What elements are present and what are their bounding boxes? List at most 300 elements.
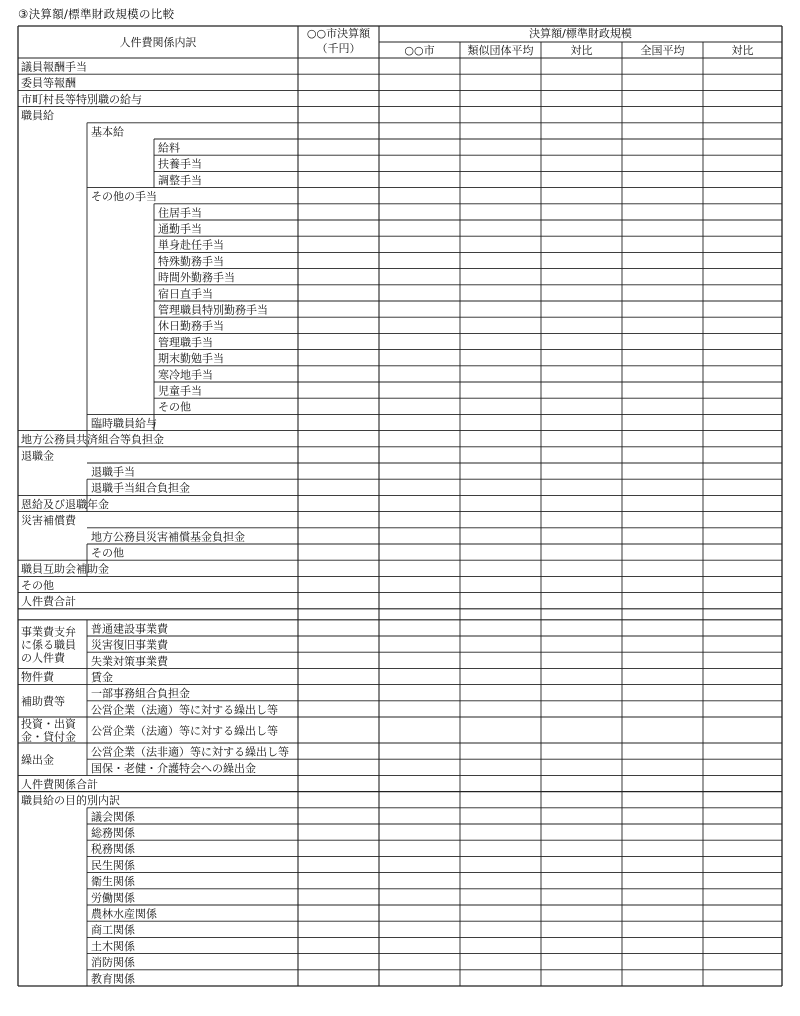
data-cell[interactable] — [460, 285, 541, 301]
data-cell[interactable] — [460, 90, 541, 106]
data-cell[interactable] — [298, 301, 379, 317]
data-cell[interactable] — [622, 269, 703, 285]
data-cell[interactable] — [298, 90, 379, 106]
data-cell[interactable] — [541, 743, 622, 759]
data-cell[interactable] — [460, 544, 541, 560]
data-cell[interactable] — [379, 139, 460, 155]
data-cell[interactable] — [379, 285, 460, 301]
data-cell[interactable] — [379, 204, 460, 220]
data-cell[interactable] — [703, 609, 782, 620]
data-cell[interactable] — [622, 301, 703, 317]
data-cell[interactable] — [298, 479, 379, 495]
data-cell[interactable] — [622, 609, 703, 620]
data-cell[interactable] — [460, 921, 541, 937]
data-cell[interactable] — [703, 576, 782, 592]
data-cell[interactable] — [541, 824, 622, 840]
data-cell[interactable] — [541, 155, 622, 171]
data-cell[interactable] — [541, 350, 622, 366]
data-cell[interactable] — [703, 668, 782, 684]
data-cell[interactable] — [622, 576, 703, 592]
data-cell[interactable] — [622, 414, 703, 430]
data-cell[interactable] — [379, 495, 460, 511]
data-cell[interactable] — [460, 775, 541, 791]
data-cell[interactable] — [298, 856, 379, 872]
data-cell[interactable] — [541, 856, 622, 872]
data-cell[interactable] — [622, 824, 703, 840]
data-cell[interactable] — [379, 652, 460, 668]
data-cell[interactable] — [622, 107, 703, 123]
data-cell[interactable] — [622, 366, 703, 382]
data-cell[interactable] — [379, 759, 460, 775]
data-cell[interactable] — [703, 824, 782, 840]
data-cell[interactable] — [379, 252, 460, 268]
data-cell[interactable] — [460, 528, 541, 544]
data-cell[interactable] — [703, 350, 782, 366]
data-cell[interactable] — [622, 652, 703, 668]
data-cell[interactable] — [379, 447, 460, 463]
data-cell[interactable] — [298, 937, 379, 953]
data-cell[interactable] — [379, 921, 460, 937]
data-cell[interactable] — [703, 220, 782, 236]
data-cell[interactable] — [541, 123, 622, 139]
data-cell[interactable] — [703, 759, 782, 775]
data-cell[interactable] — [703, 252, 782, 268]
data-cell[interactable] — [298, 317, 379, 333]
data-cell[interactable] — [541, 495, 622, 511]
data-cell[interactable] — [298, 463, 379, 479]
data-cell[interactable] — [298, 840, 379, 856]
data-cell[interactable] — [298, 382, 379, 398]
data-cell[interactable] — [541, 792, 622, 808]
data-cell[interactable] — [541, 905, 622, 921]
data-cell[interactable] — [460, 236, 541, 252]
data-cell[interactable] — [298, 701, 379, 717]
data-cell[interactable] — [298, 576, 379, 592]
data-cell[interactable] — [379, 414, 460, 430]
data-cell[interactable] — [541, 808, 622, 824]
data-cell[interactable] — [541, 873, 622, 889]
data-cell[interactable] — [460, 824, 541, 840]
data-cell[interactable] — [298, 74, 379, 90]
data-cell[interactable] — [541, 889, 622, 905]
data-cell[interactable] — [379, 220, 460, 236]
data-cell[interactable] — [379, 970, 460, 986]
data-cell[interactable] — [622, 954, 703, 970]
data-cell[interactable] — [298, 873, 379, 889]
data-cell[interactable] — [379, 701, 460, 717]
data-cell[interactable] — [379, 840, 460, 856]
data-cell[interactable] — [379, 620, 460, 636]
data-cell[interactable] — [460, 301, 541, 317]
data-cell[interactable] — [460, 333, 541, 349]
data-cell[interactable] — [622, 512, 703, 528]
data-cell[interactable] — [298, 204, 379, 220]
data-cell[interactable] — [460, 463, 541, 479]
data-cell[interactable] — [298, 431, 379, 447]
data-cell[interactable] — [703, 620, 782, 636]
data-cell[interactable] — [703, 333, 782, 349]
data-cell[interactable] — [541, 528, 622, 544]
data-cell[interactable] — [703, 285, 782, 301]
data-cell[interactable] — [298, 269, 379, 285]
data-cell[interactable] — [541, 58, 622, 74]
data-cell[interactable] — [703, 495, 782, 511]
data-cell[interactable] — [379, 188, 460, 204]
data-cell[interactable] — [703, 701, 782, 717]
data-cell[interactable] — [460, 593, 541, 609]
data-cell[interactable] — [298, 970, 379, 986]
data-cell[interactable] — [622, 188, 703, 204]
data-cell[interactable] — [703, 954, 782, 970]
data-cell[interactable] — [622, 620, 703, 636]
data-cell[interactable] — [703, 188, 782, 204]
data-cell[interactable] — [298, 155, 379, 171]
data-cell[interactable] — [460, 759, 541, 775]
data-cell[interactable] — [379, 560, 460, 576]
data-cell[interactable] — [460, 512, 541, 528]
data-cell[interactable] — [460, 792, 541, 808]
data-cell[interactable] — [703, 366, 782, 382]
data-cell[interactable] — [541, 636, 622, 652]
data-cell[interactable] — [541, 970, 622, 986]
data-cell[interactable] — [622, 236, 703, 252]
data-cell[interactable] — [703, 685, 782, 701]
data-cell[interactable] — [298, 107, 379, 123]
data-cell[interactable] — [622, 668, 703, 684]
data-cell[interactable] — [703, 155, 782, 171]
data-cell[interactable] — [541, 74, 622, 90]
data-cell[interactable] — [541, 576, 622, 592]
data-cell[interactable] — [298, 414, 379, 430]
data-cell[interactable] — [298, 620, 379, 636]
data-cell[interactable] — [298, 717, 379, 743]
data-cell[interactable] — [541, 333, 622, 349]
data-cell[interactable] — [703, 970, 782, 986]
data-cell[interactable] — [622, 636, 703, 652]
data-cell[interactable] — [460, 954, 541, 970]
data-cell[interactable] — [379, 107, 460, 123]
data-cell[interactable] — [379, 824, 460, 840]
data-cell[interactable] — [703, 58, 782, 74]
data-cell[interactable] — [541, 220, 622, 236]
data-cell[interactable] — [460, 414, 541, 430]
data-cell[interactable] — [622, 155, 703, 171]
data-cell[interactable] — [379, 74, 460, 90]
data-cell[interactable] — [460, 609, 541, 620]
data-cell[interactable] — [460, 495, 541, 511]
data-cell[interactable] — [379, 155, 460, 171]
data-cell[interactable] — [298, 236, 379, 252]
data-cell[interactable] — [460, 576, 541, 592]
data-cell[interactable] — [622, 171, 703, 187]
data-cell[interactable] — [298, 775, 379, 791]
data-cell[interactable] — [460, 204, 541, 220]
data-cell[interactable] — [460, 668, 541, 684]
data-cell[interactable] — [460, 398, 541, 414]
data-cell[interactable] — [541, 652, 622, 668]
data-cell[interactable] — [622, 90, 703, 106]
data-cell[interactable] — [622, 123, 703, 139]
data-cell[interactable] — [460, 317, 541, 333]
data-cell[interactable] — [298, 123, 379, 139]
data-cell[interactable] — [703, 873, 782, 889]
data-cell[interactable] — [541, 366, 622, 382]
data-cell[interactable] — [298, 808, 379, 824]
data-cell[interactable] — [703, 74, 782, 90]
data-cell[interactable] — [298, 285, 379, 301]
data-cell[interactable] — [298, 609, 379, 620]
data-cell[interactable] — [622, 479, 703, 495]
data-cell[interactable] — [460, 905, 541, 921]
data-cell[interactable] — [703, 171, 782, 187]
data-cell[interactable] — [703, 431, 782, 447]
data-cell[interactable] — [460, 123, 541, 139]
data-cell[interactable] — [622, 204, 703, 220]
data-cell[interactable] — [379, 463, 460, 479]
data-cell[interactable] — [541, 685, 622, 701]
data-cell[interactable] — [460, 269, 541, 285]
data-cell[interactable] — [379, 954, 460, 970]
data-cell[interactable] — [622, 873, 703, 889]
data-cell[interactable] — [379, 544, 460, 560]
data-cell[interactable] — [379, 479, 460, 495]
data-cell[interactable] — [379, 269, 460, 285]
data-cell[interactable] — [703, 301, 782, 317]
data-cell[interactable] — [703, 90, 782, 106]
data-cell[interactable] — [622, 398, 703, 414]
data-cell[interactable] — [460, 652, 541, 668]
data-cell[interactable] — [541, 840, 622, 856]
data-cell[interactable] — [622, 856, 703, 872]
data-cell[interactable] — [622, 139, 703, 155]
data-cell[interactable] — [622, 593, 703, 609]
data-cell[interactable] — [379, 873, 460, 889]
data-cell[interactable] — [379, 609, 460, 620]
data-cell[interactable] — [622, 840, 703, 856]
data-cell[interactable] — [541, 301, 622, 317]
data-cell[interactable] — [703, 775, 782, 791]
data-cell[interactable] — [703, 204, 782, 220]
data-cell[interactable] — [622, 921, 703, 937]
data-cell[interactable] — [622, 759, 703, 775]
data-cell[interactable] — [703, 636, 782, 652]
data-cell[interactable] — [703, 382, 782, 398]
data-cell[interactable] — [460, 107, 541, 123]
data-cell[interactable] — [541, 382, 622, 398]
data-cell[interactable] — [622, 937, 703, 953]
data-cell[interactable] — [703, 905, 782, 921]
data-cell[interactable] — [298, 921, 379, 937]
data-cell[interactable] — [460, 620, 541, 636]
data-cell[interactable] — [298, 528, 379, 544]
data-cell[interactable] — [460, 431, 541, 447]
data-cell[interactable] — [460, 873, 541, 889]
data-cell[interactable] — [298, 171, 379, 187]
data-cell[interactable] — [379, 576, 460, 592]
data-cell[interactable] — [703, 528, 782, 544]
data-cell[interactable] — [622, 685, 703, 701]
data-cell[interactable] — [460, 447, 541, 463]
data-cell[interactable] — [541, 921, 622, 937]
data-cell[interactable] — [460, 840, 541, 856]
data-cell[interactable] — [298, 447, 379, 463]
data-cell[interactable] — [298, 366, 379, 382]
data-cell[interactable] — [298, 593, 379, 609]
data-cell[interactable] — [460, 856, 541, 872]
data-cell[interactable] — [541, 954, 622, 970]
data-cell[interactable] — [379, 937, 460, 953]
data-cell[interactable] — [379, 717, 460, 743]
data-cell[interactable] — [541, 701, 622, 717]
data-cell[interactable] — [541, 668, 622, 684]
data-cell[interactable] — [379, 889, 460, 905]
data-cell[interactable] — [298, 495, 379, 511]
data-cell[interactable] — [460, 58, 541, 74]
data-cell[interactable] — [379, 528, 460, 544]
data-cell[interactable] — [379, 333, 460, 349]
data-cell[interactable] — [703, 479, 782, 495]
data-cell[interactable] — [379, 512, 460, 528]
data-cell[interactable] — [541, 759, 622, 775]
data-cell[interactable] — [298, 350, 379, 366]
data-cell[interactable] — [460, 350, 541, 366]
data-cell[interactable] — [298, 685, 379, 701]
data-cell[interactable] — [298, 512, 379, 528]
data-cell[interactable] — [298, 792, 379, 808]
data-cell[interactable] — [460, 685, 541, 701]
data-cell[interactable] — [541, 609, 622, 620]
data-cell[interactable] — [703, 269, 782, 285]
data-cell[interactable] — [298, 220, 379, 236]
data-cell[interactable] — [379, 90, 460, 106]
data-cell[interactable] — [541, 512, 622, 528]
data-cell[interactable] — [379, 856, 460, 872]
data-cell[interactable] — [298, 743, 379, 759]
data-cell[interactable] — [703, 317, 782, 333]
data-cell[interactable] — [379, 58, 460, 74]
data-cell[interactable] — [460, 74, 541, 90]
data-cell[interactable] — [703, 236, 782, 252]
data-cell[interactable] — [460, 937, 541, 953]
data-cell[interactable] — [622, 382, 703, 398]
data-cell[interactable] — [622, 220, 703, 236]
data-cell[interactable] — [622, 970, 703, 986]
data-cell[interactable] — [541, 139, 622, 155]
data-cell[interactable] — [298, 252, 379, 268]
data-cell[interactable] — [541, 775, 622, 791]
data-cell[interactable] — [622, 495, 703, 511]
data-cell[interactable] — [622, 808, 703, 824]
data-cell[interactable] — [460, 701, 541, 717]
data-cell[interactable] — [379, 808, 460, 824]
data-cell[interactable] — [379, 636, 460, 652]
data-cell[interactable] — [622, 792, 703, 808]
data-cell[interactable] — [703, 856, 782, 872]
data-cell[interactable] — [379, 366, 460, 382]
data-cell[interactable] — [703, 123, 782, 139]
data-cell[interactable] — [703, 512, 782, 528]
data-cell[interactable] — [622, 447, 703, 463]
data-cell[interactable] — [541, 188, 622, 204]
data-cell[interactable] — [460, 252, 541, 268]
data-cell[interactable] — [379, 593, 460, 609]
data-cell[interactable] — [379, 382, 460, 398]
data-cell[interactable] — [622, 317, 703, 333]
data-cell[interactable] — [541, 317, 622, 333]
data-cell[interactable] — [460, 889, 541, 905]
data-cell[interactable] — [460, 808, 541, 824]
data-cell[interactable] — [541, 171, 622, 187]
data-cell[interactable] — [541, 937, 622, 953]
data-cell[interactable] — [622, 701, 703, 717]
data-cell[interactable] — [460, 743, 541, 759]
data-cell[interactable] — [541, 90, 622, 106]
data-cell[interactable] — [703, 560, 782, 576]
data-cell[interactable] — [541, 414, 622, 430]
data-cell[interactable] — [622, 58, 703, 74]
data-cell[interactable] — [622, 775, 703, 791]
data-cell[interactable] — [460, 188, 541, 204]
data-cell[interactable] — [622, 889, 703, 905]
data-cell[interactable] — [622, 285, 703, 301]
data-cell[interactable] — [379, 668, 460, 684]
data-cell[interactable] — [379, 398, 460, 414]
data-cell[interactable] — [379, 350, 460, 366]
data-cell[interactable] — [541, 447, 622, 463]
data-cell[interactable] — [298, 636, 379, 652]
data-cell[interactable] — [622, 743, 703, 759]
data-cell[interactable] — [298, 188, 379, 204]
data-cell[interactable] — [541, 204, 622, 220]
data-cell[interactable] — [622, 431, 703, 447]
data-cell[interactable] — [622, 333, 703, 349]
data-cell[interactable] — [379, 171, 460, 187]
data-cell[interactable] — [379, 317, 460, 333]
data-cell[interactable] — [298, 824, 379, 840]
data-cell[interactable] — [541, 560, 622, 576]
data-cell[interactable] — [703, 840, 782, 856]
data-cell[interactable] — [703, 463, 782, 479]
data-cell[interactable] — [379, 775, 460, 791]
data-cell[interactable] — [541, 236, 622, 252]
data-cell[interactable] — [541, 463, 622, 479]
data-cell[interactable] — [460, 220, 541, 236]
data-cell[interactable] — [460, 479, 541, 495]
data-cell[interactable] — [379, 123, 460, 139]
data-cell[interactable] — [703, 398, 782, 414]
data-cell[interactable] — [298, 652, 379, 668]
data-cell[interactable] — [460, 171, 541, 187]
data-cell[interactable] — [622, 528, 703, 544]
data-cell[interactable] — [703, 717, 782, 743]
data-cell[interactable] — [298, 333, 379, 349]
data-cell[interactable] — [541, 269, 622, 285]
data-cell[interactable] — [379, 792, 460, 808]
data-cell[interactable] — [298, 905, 379, 921]
data-cell[interactable] — [622, 544, 703, 560]
data-cell[interactable] — [703, 937, 782, 953]
data-cell[interactable] — [460, 366, 541, 382]
data-cell[interactable] — [460, 717, 541, 743]
data-cell[interactable] — [298, 954, 379, 970]
data-cell[interactable] — [541, 479, 622, 495]
data-cell[interactable] — [622, 463, 703, 479]
data-cell[interactable] — [703, 652, 782, 668]
data-cell[interactable] — [379, 301, 460, 317]
data-cell[interactable] — [703, 414, 782, 430]
data-cell[interactable] — [622, 717, 703, 743]
data-cell[interactable] — [298, 560, 379, 576]
